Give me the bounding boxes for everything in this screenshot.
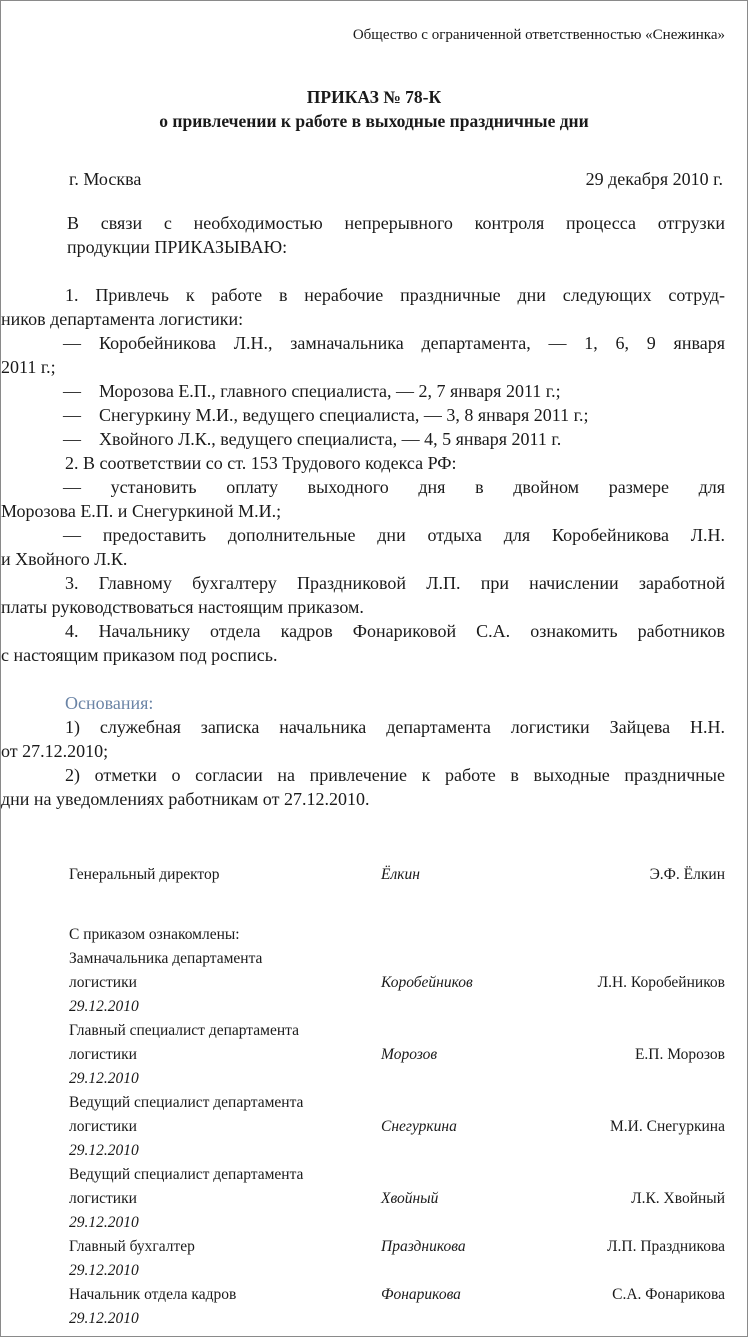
order-place: г. Москва: [69, 169, 142, 189]
entry-position: логистики: [69, 1118, 137, 1135]
item-line: 4. Начальнику отдела кадров Фонариковой С.А. ознакомить работников: [65, 621, 725, 641]
entry-signature: Морозов: [381, 1046, 438, 1063]
entry-date: 29.12.2010: [69, 1214, 139, 1231]
acquaintance-entry: [69, 1163, 725, 1235]
entry-position: Ведущий специалист департамента: [69, 1166, 304, 1183]
entry-name: Л.К. Хвойный: [631, 1190, 725, 1207]
list-item-text: Снегуркину М.И., ведущего специалиста, — 3, 8 января 2011 г.;: [99, 405, 589, 425]
list-item: [63, 403, 725, 427]
item-line: с настоящим приказом под роспись.: [1, 645, 278, 665]
entry-position: логистики: [69, 1190, 137, 1207]
item-2: [1, 451, 725, 571]
basis-heading: [67, 691, 725, 715]
basis-line: дни на уведомлениях работникам от 27.12.2010.: [1, 789, 370, 809]
entry-signature: Фонарикова: [381, 1286, 461, 1303]
entry-date: 29.12.2010: [69, 1070, 139, 1087]
preamble-line: В связи с необходимостью непрерывного контроля процесса отгрузки: [67, 213, 725, 233]
dash-mark: —: [63, 429, 81, 449]
director-signature-block: [69, 863, 725, 887]
entry-signature: Снегуркина: [381, 1118, 457, 1135]
preamble: [67, 211, 725, 259]
item-line: — установить оплату выходного дня в двойном размере для: [63, 477, 725, 497]
basis-list: [1, 715, 725, 811]
acquaintance-block: [69, 923, 725, 1331]
basis-line: 1) служебная записка начальника департамента логистики Зайцева Н.Н.: [65, 717, 725, 737]
entry-name: С.А. Фонарикова: [612, 1286, 725, 1303]
dash-mark: —: [63, 381, 81, 401]
employee-list: [1, 331, 725, 451]
order-body: [1, 211, 725, 811]
entry-signature: Коробейников: [381, 974, 473, 991]
acquaintance-entry: [69, 1019, 725, 1091]
list-item: [63, 427, 725, 451]
entry-date: 29.12.2010: [69, 1262, 139, 1279]
entry-date: 29.12.2010: [69, 998, 139, 1015]
list-item-text: Коробейникова Л.Н., замначальника департамента, — 1, 6, 9 января: [99, 333, 725, 353]
list-item: [63, 331, 725, 355]
item-line: — предоставить дополнительные дни отдыха для Коробейникова Л.Н.: [63, 525, 725, 545]
dash-mark: —: [63, 333, 81, 353]
item-line: 2. В соответствии со ст. 153 Трудового кодекса РФ:: [65, 453, 457, 473]
director-signature: Ёлкин: [381, 866, 420, 883]
item-line: и Хвойного Л.К.: [1, 549, 128, 569]
entry-position: Ведущий специалист департамента: [69, 1094, 304, 1111]
acquaintance-entry: [69, 1235, 725, 1283]
entry-date: 29.12.2010: [69, 1310, 139, 1327]
entry-name: М.И. Снегуркина: [610, 1118, 725, 1135]
entry-name: Л.П. Праздникова: [607, 1238, 725, 1255]
entry-position: логистики: [69, 974, 137, 991]
order-date: 29 декабря 2010 г.: [585, 169, 723, 189]
entry-position: Главный бухгалтер: [69, 1238, 195, 1255]
order-title: ПРИКАЗ № 78-К: [306, 87, 442, 107]
basis-line: от 27.12.2010;: [1, 741, 109, 761]
entry-signature: Праздникова: [381, 1238, 466, 1255]
entry-name: Л.Н. Коробейников: [597, 974, 725, 991]
order-subtitle: о привлечении к работе в выходные праздничные дни: [159, 111, 589, 131]
acquaintance-entry: [69, 1283, 725, 1331]
entry-position: Начальник отдела кадров: [69, 1286, 237, 1303]
item-3: [1, 571, 725, 619]
acquaintance-entry: [69, 947, 725, 1019]
preamble-line: продукции ПРИКАЗЫВАЮ:: [67, 237, 288, 257]
list-item-cont: 2011 г.;: [1, 357, 56, 377]
entry-signature: Хвойный: [381, 1190, 439, 1207]
entry-name: Е.П. Морозов: [634, 1046, 725, 1063]
item-line: ников департамента логистики:: [1, 309, 244, 329]
item-line: 3. Главному бухгалтеру Праздниковой Л.П. при начислении заработной: [65, 573, 725, 593]
entry-position: Замначальника департамента: [69, 950, 263, 967]
dash-mark: —: [63, 405, 81, 425]
director-position: Генеральный директор: [69, 866, 220, 883]
basis-heading-text: Основания:: [65, 693, 154, 713]
organization-name: Общество с ограниченной ответственностью «Снежинка»: [352, 27, 725, 43]
item-line: Морозова Е.П. и Снегуркиной М.И.;: [1, 501, 282, 521]
entry-position: Главный специалист департамента: [69, 1022, 299, 1039]
acquaintance-entry: [69, 1091, 725, 1163]
basis-line: 2) отметки о согласии на привлечение к работе в выходные праздничные: [65, 765, 725, 785]
acquaintance-heading: С приказом ознакомлены:: [69, 926, 240, 943]
item-line: платы руководствоваться настоящим приказом.: [1, 597, 364, 617]
list-item-text: Морозова Е.П., главного специалиста, — 2, 7 января 2011 г.;: [99, 381, 561, 401]
list-item-text: Хвойного Л.К., ведущего специалиста, — 4, 5 января 2011 г.: [99, 429, 562, 449]
item-line: 1. Привлечь к работе в нерабочие праздничные дни следующих сотруд-: [65, 285, 725, 305]
director-name: Э.Ф. Ёлкин: [649, 866, 725, 883]
item-4: [1, 619, 725, 667]
item-1: [1, 283, 725, 331]
entry-position: логистики: [69, 1046, 137, 1063]
entry-date: 29.12.2010: [69, 1142, 139, 1159]
list-item: [63, 379, 725, 403]
